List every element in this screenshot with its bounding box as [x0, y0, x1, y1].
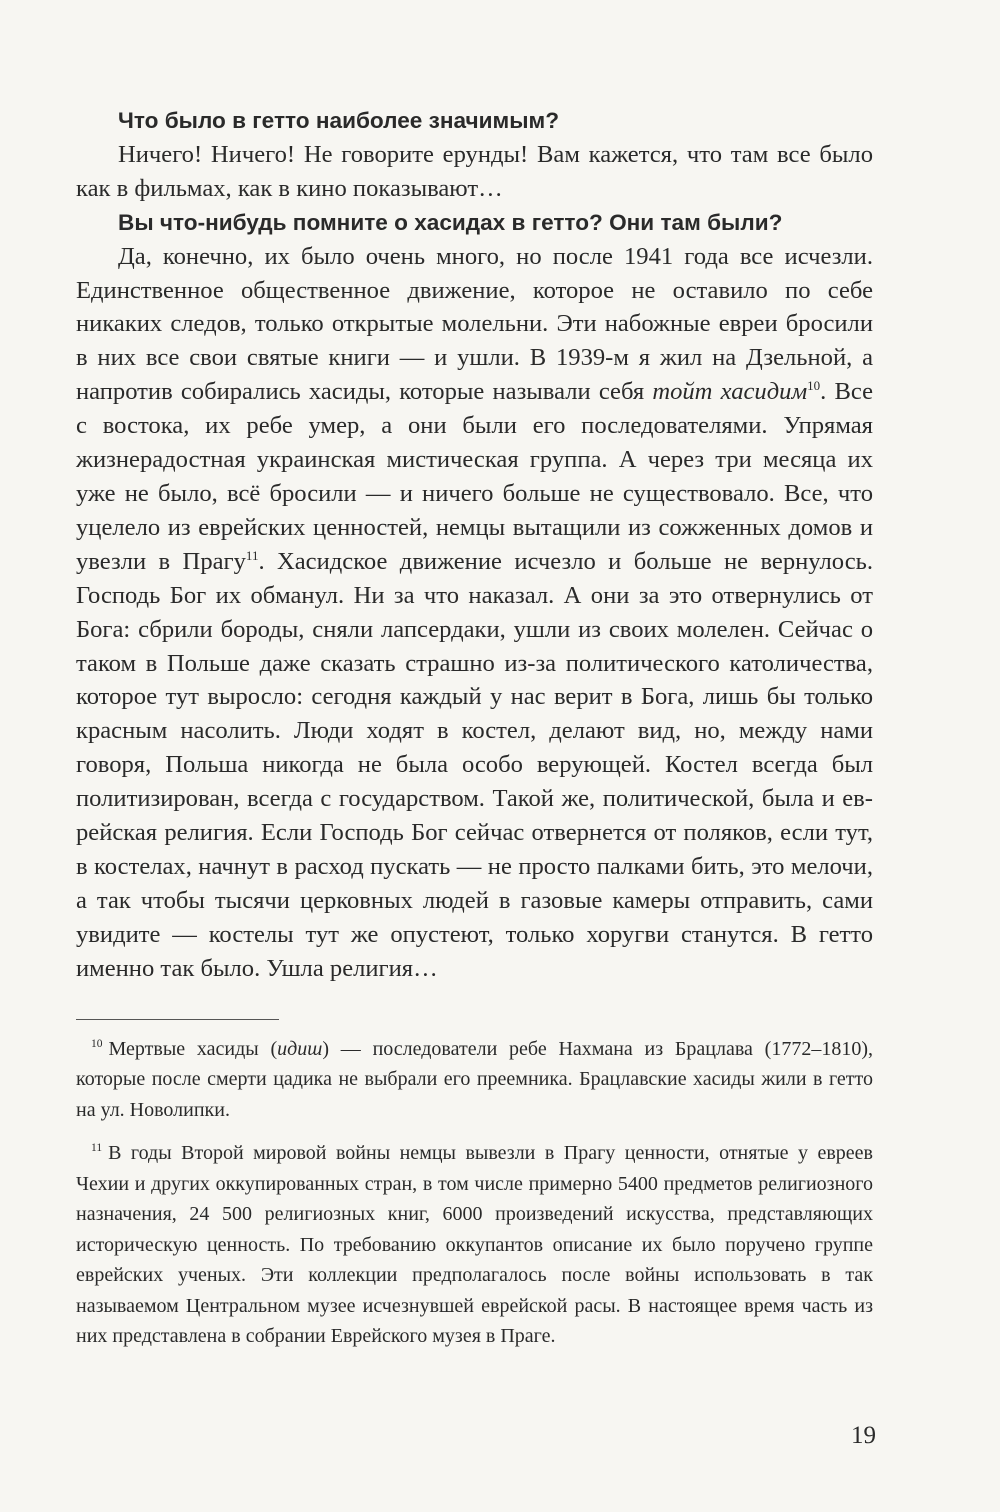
- interview-answer-2: [76, 240, 873, 986]
- footnote-ref-10: 10: [807, 378, 821, 394]
- answer-2-text-part-3: . Хасидское движение исчезло и больше не вернулось. Господь Бог их обманул. Ни за что наказал. А они за это отвернулись от Бога: сбрили бороды, сняли лапсердаки, ушли из своих молелен. Сейчас о таком в Польше даже сказать страшно из-за политического католичества, которое тут выросло: сегодня каждый у нас верит в Бога, лишь бы только красным насолить. Люди ходят в костел, делают вид, но, между нами говоря, Польша никогда не была особо верующей. Костел всегда был политизирован, всегда с государством. Такой же, политической, была и еврейская религия. Если Господь Бог сейчас отвернется от поляков, если тут, в костелах, начнут в расход пускать — не просто палками бить, это мелочи, а так чтобы тысячи церковных людей в газовые камеры отправить, сами увидите — костелы тут же опустеют, только хоругви станутся. В гетто именно так было. Ушла религия…: [76, 547, 873, 982]
- italic-term: тойт хасидим: [652, 378, 808, 406]
- interview-question-1: Что было в гетто наиболее значимым?: [118, 108, 560, 133]
- footnote-separator: [76, 1019, 279, 1020]
- footnotes: [76, 1034, 873, 1352]
- answer-2-text-part-1: Да, конечно, их было очень много, но после 1941 года все исчезли. Единственное общественное движение, которое не оставило по себе никаких следов, только открытые молельни. Эти набожные евреи бросили в них все свои святые книги — и ушли. В 1939-м я жил на Дзельной, а напротив собирались хасиды, которые называли себя: [76, 242, 873, 406]
- main-text: [76, 104, 873, 986]
- footnote-10: [76, 1034, 873, 1126]
- footnote-mark-11: 11: [91, 1142, 103, 1155]
- interview-answer-1: Ничего! Ничего! Не говорите ерунды! Вам кажется, что там все было как в фильмах, как в кино показывают…: [76, 140, 873, 202]
- footnote-10-italic: идиш: [277, 1037, 323, 1060]
- footnote-11-text: В годы Второй мировой войны немцы вывезли в Прагу ценности, отнятые у евреев Чехии и других оккупированных стран, в том числе примерно 5400 предметов религиозного назначения, 24 500 религиозных книг, 6000 произведений искусства, представляющих историческую ценность. По требованию оккупантов описание их было поручено группе еврейских ученых. Эти коллекции предполагалось после войны использовать в так называемом Центральном музее исчезнувшей еврейской расы. В настоящее время часть из них представлена в собрании Еврейского музея в Праге.: [76, 1142, 873, 1348]
- page-content: [76, 104, 873, 1365]
- answer-2-text-part-2: . Все с востока, их ребе умер, а они были его последователями. Упрямая жизнерадостная украинская мистическая группа. А через три месяца их уже не было, всё бросили — и ничего больше не существовало. Все, что уцелело из еврейских ценностей, немцы вытащили из сожженных домов и увезли в Прагу: [76, 378, 873, 575]
- footnote-10-text-after: ) — последователи ребе Нахмана из Брацлава (1772–1810), которые после смерти цадика не выбрали его преемника. Брацлавские хасиды жили в гетто на ул. Новолипки.: [76, 1037, 873, 1121]
- footnote-ref-11: 11: [245, 547, 259, 563]
- interview-question-2: Вы что-нибудь помните о хасидах в гетто? Они там были?: [118, 209, 783, 235]
- footnote-10-text-before: Мертвые хасиды (: [108, 1037, 278, 1060]
- page-number: 19: [851, 1422, 876, 1449]
- footnote-11: [76, 1138, 873, 1352]
- footnote-mark-10: 10: [91, 1037, 103, 1050]
